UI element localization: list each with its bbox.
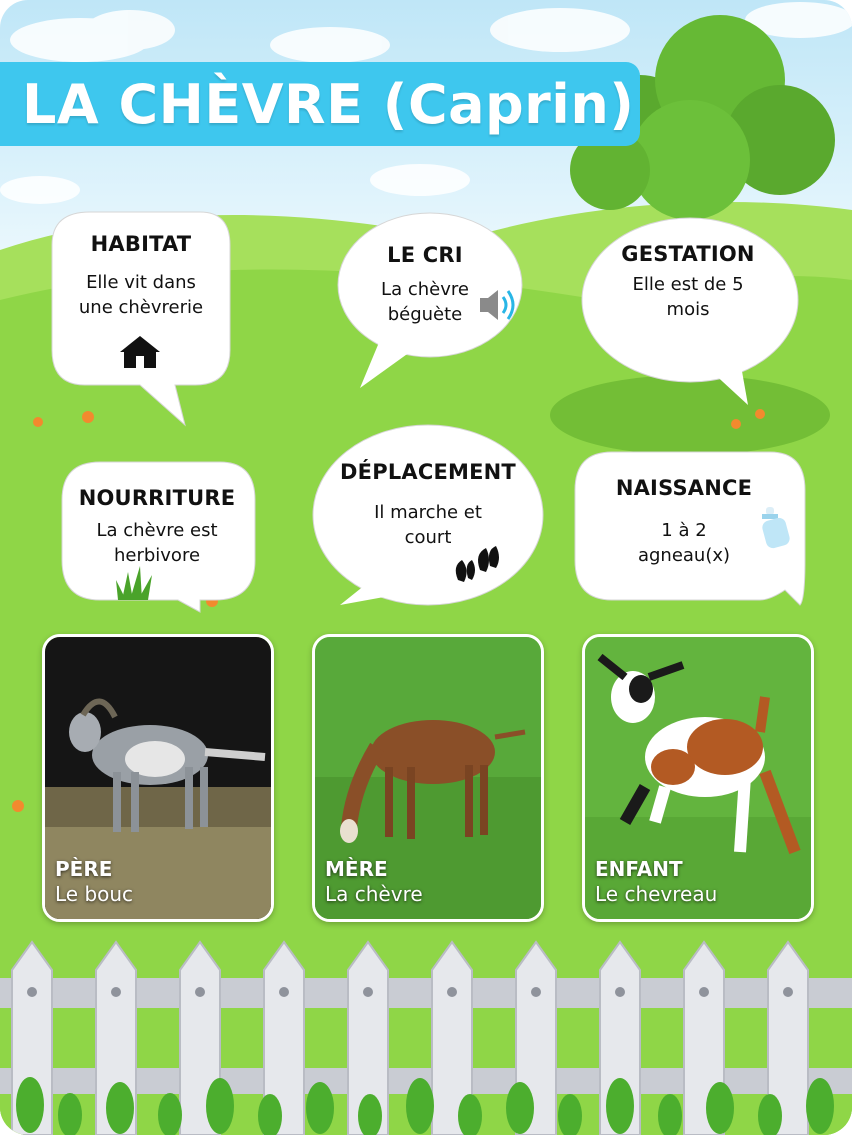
mere-name: La chèvre: [325, 882, 423, 906]
habitat-line2: une chèvrerie: [78, 297, 204, 318]
deplacement-content: [318, 460, 538, 550]
naissance-line1: 1 à 2: [661, 520, 707, 541]
naissance-content: [600, 476, 768, 568]
photo-enfant: [582, 634, 814, 922]
page-title: LA CHÈVRE (Caprin): [22, 72, 635, 136]
habitat-line1: Elle vit dans: [86, 272, 196, 293]
naissance-line2: agneau(x): [637, 545, 731, 566]
cri-line1: La chèvre: [381, 279, 469, 300]
deplacement-line2: court: [404, 527, 452, 548]
enfant-role: ENFANT: [595, 857, 683, 881]
photo-mere: [312, 634, 544, 922]
pere-name: Le bouc: [55, 882, 134, 906]
gestation-content: [595, 242, 781, 322]
gestation-line1: Elle est de 5: [632, 274, 744, 295]
cri-content: [345, 243, 505, 327]
fence: [0, 930, 852, 1135]
gestation-line2: mois: [666, 299, 710, 320]
gestation-title: GESTATION: [621, 242, 755, 266]
enfant-name: Le chevreau: [595, 882, 718, 906]
habitat-content: [56, 232, 226, 320]
photo-pere: [42, 634, 274, 922]
nourriture-line1: La chèvre est: [96, 520, 218, 541]
deplacement-title: DÉPLACEMENT: [340, 460, 516, 484]
nourriture-line2: herbivore: [113, 545, 201, 566]
nourriture-content: [62, 486, 252, 568]
deplacement-line1: Il marche et: [374, 502, 482, 523]
mere-role: MÈRE: [325, 857, 388, 881]
nourriture-title: NOURRITURE: [78, 486, 236, 510]
habitat-title: HABITAT: [90, 232, 192, 256]
cri-line2: béguète: [387, 304, 463, 325]
pere-role: PÈRE: [55, 857, 113, 881]
naissance-title: NAISSANCE: [615, 476, 753, 500]
cri-title: LE CRI: [387, 243, 463, 267]
